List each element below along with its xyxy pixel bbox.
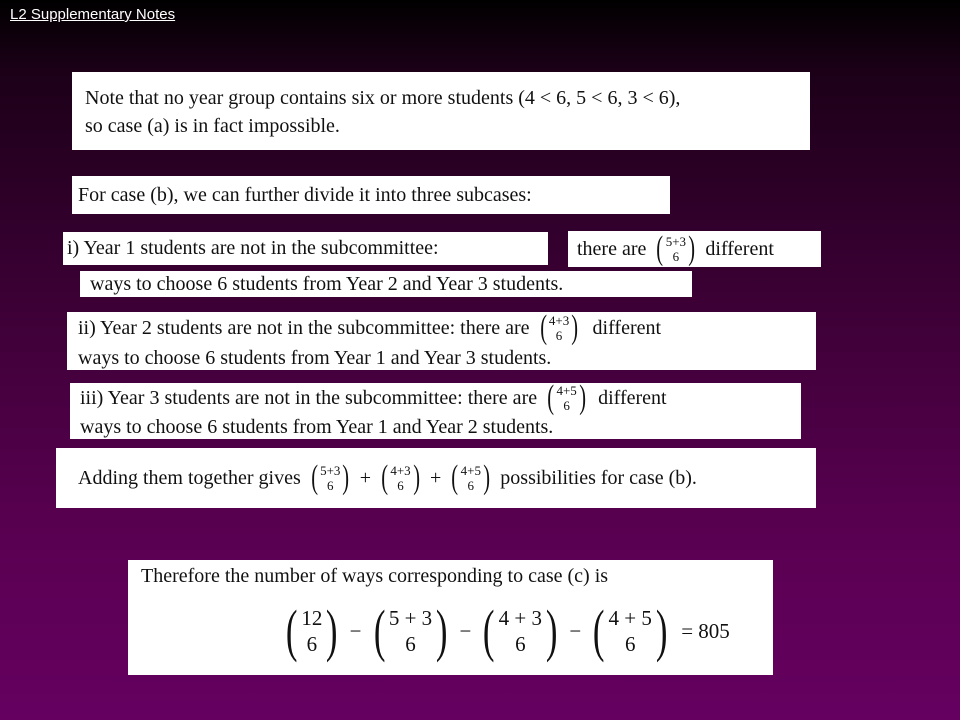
subcase-i-binom-box	[568, 231, 821, 267]
binom-bottom: 6	[563, 398, 570, 413]
subcase-iii-line-2: ways to choose 6 students from Year 1 and Year 2 students.	[80, 416, 554, 438]
binom-top: 4+5	[460, 463, 481, 478]
binom-top: 4+5	[556, 383, 577, 398]
note-line-2: so case (a) is in fact impossible.	[85, 115, 340, 137]
binom-top: 5+3	[320, 463, 341, 478]
subcase-iii-binomial: ( 4+5 6 )	[547, 383, 586, 416]
binom-bottom: 6	[405, 632, 416, 656]
note-box	[72, 72, 810, 150]
subcase-i-binomial: ( 5+3 6 )	[656, 231, 696, 267]
binomial-12-6: ( 12 6 )	[285, 598, 338, 663]
binom-top: 4 + 5	[608, 606, 652, 630]
subcase-ii-different: different	[592, 317, 662, 339]
subcase-i-line-2: ways to choose 6 students from Year 2 and Year 3 students.	[90, 273, 564, 295]
sum-binomial-3: ( 4+5 6 )	[451, 459, 491, 496]
subcase-ii-binomial: ( 4+3 6 )	[539, 312, 579, 346]
binom-bottom: 6	[467, 478, 475, 493]
subcase-i-label: i) Year 1 students are not in the subcommittee:	[67, 237, 439, 259]
subcase-iii-box	[70, 383, 801, 439]
slide-title: L2 Supplementary Notes	[10, 6, 176, 23]
subcase-iii-text: iii) Year 3 students are not in the subcommittee: there are	[80, 387, 538, 409]
subcase-ii-text: ii) Year 2 students are not in the subcommittee: there are	[78, 317, 530, 339]
binom-bottom: 6	[326, 478, 334, 493]
binomial-4plus3-6: ( 4 + 3 6 )	[483, 598, 558, 663]
sum-binomial-2: ( 4+3 6 )	[381, 459, 420, 496]
subcase-ii-box	[67, 312, 816, 370]
sum-box	[56, 448, 816, 508]
subcase-i-label-box	[63, 232, 548, 265]
binom-bottom: 6	[555, 328, 563, 343]
sum-prefix: Adding them together gives	[78, 467, 301, 489]
binom-top: 5 + 3	[388, 606, 433, 630]
case-c-box	[128, 560, 773, 675]
plus-sign: +	[359, 467, 372, 489]
plus-sign: +	[430, 467, 442, 489]
binom-top: 4+3	[390, 463, 411, 478]
case-c-equation	[280, 598, 730, 663]
binom-bottom: 6	[306, 632, 318, 656]
sum-suffix: possibilities for case (b).	[500, 467, 697, 489]
subcase-i-different: different	[705, 238, 774, 260]
case-c-text: Therefore the number of ways corresponding to case (c) is	[141, 565, 609, 587]
minus-sign: −	[569, 619, 582, 643]
binom-bottom: 6	[397, 478, 404, 493]
minus-sign: −	[349, 619, 362, 643]
subcase-iii-different: different	[598, 387, 667, 409]
binom-bottom: 6	[515, 632, 526, 656]
sum-binomial-1: ( 5+3 6 )	[311, 459, 350, 496]
case-b-text: For case (b), we can further divide it into three subcases:	[78, 184, 532, 206]
binom-bottom: 6	[624, 632, 636, 656]
subcase-i-there-are: there are	[577, 238, 647, 260]
binom-top: 12	[301, 606, 323, 630]
minus-sign: −	[459, 619, 472, 643]
note-line-1: Note that no year group contains six or more students (4 < 6, 5 < 6, 3 < 6),	[85, 87, 681, 109]
binom-top: 5+3	[665, 234, 687, 249]
subcase-i-line2-box	[80, 271, 692, 297]
binomial-5plus3-6: ( 5 + 3 6 )	[373, 598, 448, 663]
binom-bottom: 6	[672, 249, 680, 264]
subcase-ii-line-2: ways to choose 6 students from Year 1 and Year 3 students.	[78, 347, 552, 369]
case-b-box	[72, 176, 670, 214]
binomial-4plus5-6: ( 4 + 5 6 )	[593, 598, 668, 663]
binom-top: 4 + 3	[498, 606, 543, 630]
result-value: = 805	[681, 619, 730, 643]
binom-top: 4+3	[548, 313, 570, 328]
